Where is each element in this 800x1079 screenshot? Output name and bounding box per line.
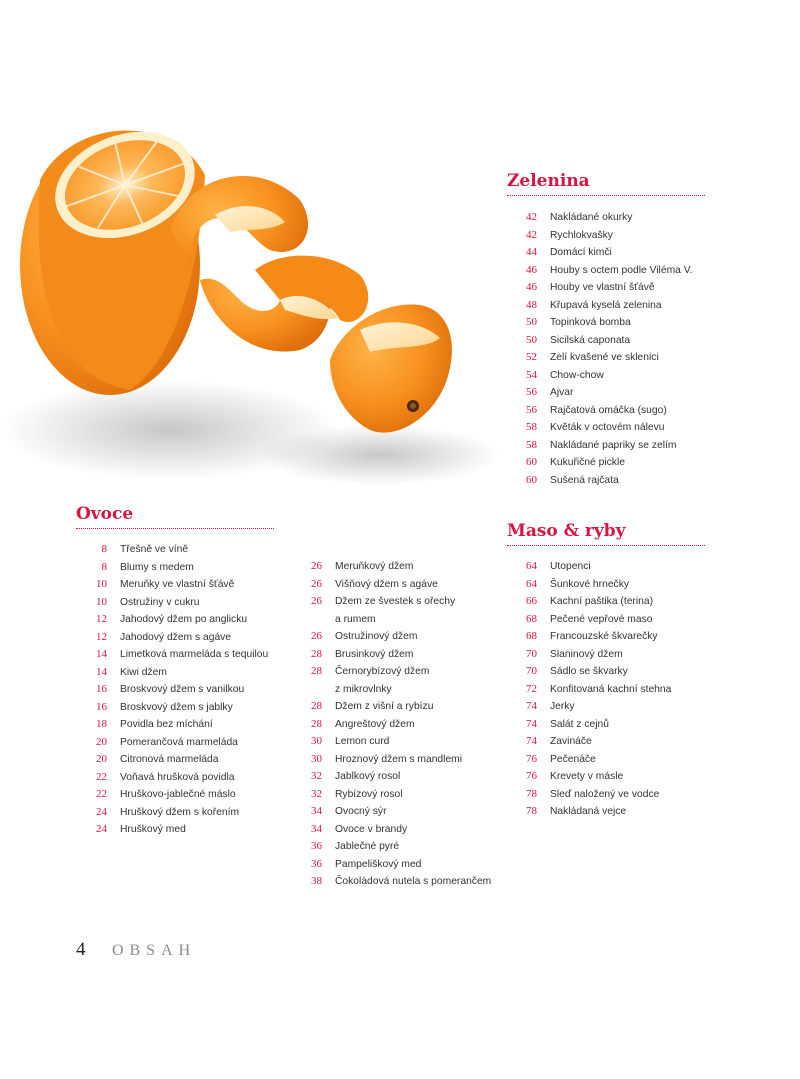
toc-entry-title: Pomerančová marmeláda [120,736,238,748]
toc-entry [507,402,767,420]
toc-entry [77,629,287,647]
section-zelenina [507,171,705,489]
toc-page-number: 26 [311,577,322,590]
toc-entry [77,559,287,577]
toc-entry-title: Pampeliškový med [335,858,422,870]
toc-entry-title: Lemon curd [335,736,390,747]
toc-entry-title: Angreštový džem [335,718,415,730]
toc-page-number: 34 [311,822,322,835]
toc-entry-title: Topinková bomba [550,317,631,328]
toc-entry-title: Francouzské škvarečky [550,631,658,642]
toc-page-number: 14 [96,665,107,678]
toc-entry-title: Křupavá kyselá zelenina [550,299,662,311]
toc-list [77,541,287,839]
toc-entry [507,646,767,664]
toc-page-number: 54 [526,368,537,381]
toc-entry-title: a rumem [335,613,376,625]
toc-page-number: 32 [311,787,322,800]
toc-entry [77,786,287,804]
toc-entry-title: Sádlo se škvarky [550,666,628,677]
toc-list [507,558,767,821]
toc-page-number: 22 [96,770,107,783]
toc-entry-title: Utopenci [550,561,591,572]
toc-page-number: 48 [526,298,537,311]
toc-entry [292,821,502,839]
toc-list [507,209,767,489]
toc-entry [507,367,767,385]
toc-page-number: 64 [526,560,537,572]
toc-page-number: 28 [311,700,322,712]
toc-entry-title: Sušená rajčata [550,474,619,486]
toc-entry [77,699,287,717]
toc-page-number: 28 [311,647,322,660]
toc-page-number: 22 [96,788,107,800]
toc-entry-title: Jablkový rosol [335,771,401,782]
toc-entry-title: Rajčatová omáčka (sugo) [550,404,667,416]
toc-entry [507,593,767,611]
toc-entry-title: Hruškovo-jablečné máslo [120,789,236,800]
toc-entry [292,628,502,646]
toc-entry [292,663,502,681]
toc-entry [292,558,502,576]
toc-entry [292,646,502,664]
toc-entry-title: z mikrovlnky [335,683,392,695]
toc-entry [292,681,502,699]
toc-entry-title: Džem ze švestek s ořechy [335,596,456,607]
toc-entry [507,332,767,350]
toc-page-number: 76 [526,770,537,782]
toc-page-number: 42 [526,211,537,223]
toc-entry-title: Kachní paštika (terina) [550,596,654,607]
toc-entry [77,681,287,699]
toc-entry-title: Povidla bez míchání [120,719,213,730]
toc-entry [292,803,502,821]
orange-peel-photo [0,0,500,540]
toc-entry-title: Slaninový džem [550,648,623,660]
section-ovoce [76,504,274,529]
toc-entry [507,262,767,280]
toc-entry [77,769,287,787]
toc-entry-title: Třešně ve víně [120,544,189,555]
toc-entry-title: Hroznový džem s mandlemi [335,753,463,765]
toc-entry-title: Zelí kvašené ve sklenici [550,352,659,363]
toc-entry [507,209,767,227]
toc-entry [77,716,287,734]
toc-page-number: 34 [311,805,322,817]
toc-entry-title: Ovocný sýr [335,806,387,817]
toc-page-number: 68 [526,612,537,625]
toc-entry-title: Sicilská caponata [550,334,631,346]
toc-page-number: 56 [526,386,537,398]
toc-page-number: 26 [311,595,322,607]
toc-entry [507,803,767,821]
toc-page-number: 56 [526,403,537,416]
toc-page-number: 68 [526,630,537,642]
toc-entry-title: Voňavá hrušková povidla [120,771,235,783]
toc-page-number: 46 [526,281,537,293]
toc-entry-title: Pečené vepřové maso [550,613,653,625]
toc-page-number: 18 [96,718,107,730]
page-footer [76,937,196,963]
toc-entry-title: Brusinkový džem [335,648,414,660]
toc-entry-title: Broskvový džem s jablky [120,701,233,713]
toc-entry-title: Meruňky ve vlastní šťávě [120,579,235,590]
toc-entry-title: Konfitovaná kachní stehna [550,683,672,695]
toc-page-number: 36 [311,857,322,870]
toc-page-number: 74 [526,735,537,747]
toc-entry-title: Nakládané okurky [550,212,633,223]
toc-page-number: 58 [526,421,537,433]
toc-entry [507,681,767,699]
toc-page-number: 14 [96,648,107,660]
toc-entry [507,733,767,751]
toc-page-number: 12 [96,613,107,625]
toc-page-number: 36 [311,840,322,852]
toc-entry [292,576,502,594]
toc-entry [507,419,767,437]
toc-page-number: 60 [526,456,537,468]
toc-page-number: 10 [96,595,107,608]
toc-page-number: 10 [96,578,107,590]
toc-entry [77,541,287,559]
toc-page-number: 52 [526,351,537,363]
page-number: 4 [76,939,86,960]
toc-entry-title: Sleď naložený ve vodce [550,788,660,800]
toc-entry-title: Květák v octovém nálevu [550,422,665,433]
toc-entry-title: Šunkové hrnečky [550,578,629,590]
toc-entry [77,751,287,769]
toc-entry [77,664,287,682]
toc-page-number: 50 [526,333,537,346]
toc-entry-title: Citronová marmeláda [120,754,219,765]
toc-page-number: 24 [96,805,107,818]
toc-page-number: 20 [96,735,107,748]
toc-entry [292,873,502,891]
toc-entry [507,786,767,804]
toc-entry-title: Pečenáče [550,753,596,765]
toc-page-number: 74 [526,700,537,712]
toc-entry-title: Salát z cejnů [550,718,609,730]
toc-page-number: 28 [311,717,322,730]
toc-entry-title: Kukuřičné pickle [550,457,625,468]
toc-entry-title: Rybízový rosol [335,788,403,800]
toc-page-number: 42 [526,228,537,241]
toc-entry-title: Krevety v másle [550,771,624,782]
toc-entry-title: Jahodový džem po anglicku [120,614,248,625]
section-title: Maso & ryby [507,521,705,546]
toc-page-number: 20 [96,753,107,765]
toc-entry [507,663,767,681]
toc-page-number: 32 [311,770,322,782]
toc-entry [507,454,767,472]
toc-list [292,558,502,891]
toc-entry-title: Limetková marmeláda s tequilou [120,649,269,660]
toc-page-number: 16 [96,683,107,695]
toc-page-number: 78 [526,787,537,800]
toc-entry-title: Jahodový džem s agáve [120,631,232,643]
toc-entry [292,751,502,769]
toc-entry [507,279,767,297]
toc-entry-title: Višňový džem s agáve [335,578,438,590]
toc-entry-title: Hruškový med [120,824,186,835]
toc-entry-title: Rychlokvašky [550,229,613,241]
toc-entry-title: Houby ve vlastní šťávě [550,282,655,293]
toc-entry [507,628,767,646]
toc-page-number: 76 [526,752,537,765]
toc-page-number: 28 [311,665,322,677]
toc-entry [507,576,767,594]
toc-entry [77,646,287,664]
toc-page-number: 50 [526,316,537,328]
toc-page-number: 46 [526,263,537,276]
toc-entry-title: Čokoládová nutela s pomerančem [335,876,492,887]
toc-entry-title: Ostružiny v cukru [120,596,200,608]
toc-page-number: 8 [101,543,107,555]
toc-entry-title: Nakládané papriky se zelím [550,439,677,451]
toc-entry [292,698,502,716]
section-maso-ryby [507,521,705,546]
toc-page-number: 78 [526,805,537,817]
toc-entry-title: Nakládaná vejce [550,806,627,817]
toc-entry [507,751,767,769]
toc-entry-title: Meruňkový džem [335,561,414,572]
toc-page-number: 12 [96,630,107,643]
running-head: OBSAH [111,942,197,959]
toc-entry-title: Chow-chow [550,369,604,381]
toc-page-number: 70 [526,647,537,660]
toc-entry [292,838,502,856]
toc-entry [507,558,767,576]
toc-entry-title: Ovoce v brandy [335,823,408,835]
toc-entry [77,576,287,594]
toc-entry [292,593,502,611]
toc-entry-title: Blumy s medem [120,561,194,573]
toc-entry [77,821,287,839]
toc-entry-title: Černorybízový džem [335,666,430,677]
toc-entry [77,611,287,629]
toc-entry-title: Zavináče [550,736,592,747]
toc-entry [507,227,767,245]
toc-page-number: 30 [311,752,322,765]
toc-page-number: 72 [526,682,537,695]
toc-page-number: 66 [526,595,537,607]
toc-entry [507,384,767,402]
toc-entry [292,716,502,734]
toc-entry [507,437,767,455]
toc-entry-title: Houby s octem podle Viléma V. [550,264,693,276]
toc-entry [292,786,502,804]
toc-entry-title: Hruškový džem s kořením [120,806,240,818]
toc-page-number: 16 [96,700,107,713]
toc-entry [507,768,767,786]
toc-entry [292,856,502,874]
toc-entry [77,734,287,752]
toc-page-number: 8 [101,560,107,573]
toc-entry [292,768,502,786]
toc-entry [507,611,767,629]
toc-entry [77,594,287,612]
toc-entry-title: Ostružinový džem [335,631,418,642]
toc-entry [292,733,502,751]
toc-entry-title: Džem z višní a rybízu [335,701,434,712]
toc-page-number: 26 [311,560,322,572]
toc-page-number: 44 [526,246,537,258]
toc-entry-title: Broskvový džem s vanilkou [120,684,245,695]
section-title: Ovoce [76,504,274,529]
toc-page-number: 60 [526,473,537,486]
toc-page-number: 74 [526,717,537,730]
toc-page-number: 58 [526,438,537,451]
toc-page-number: 70 [526,665,537,677]
toc-entry-title: Jablečné pyré [335,841,400,852]
toc-entry [292,611,502,629]
section-title: Zelenina [507,171,705,196]
toc-entry [507,716,767,734]
toc-page-number: 26 [311,630,322,642]
toc-page-number: 30 [311,735,322,747]
toc-page-number: 24 [96,823,107,835]
toc-entry-title: Domácí kimči [550,247,612,258]
toc-page-number: 38 [311,875,322,887]
toc-entry [77,804,287,822]
toc-entry-title: Jerky [550,701,575,712]
toc-entry [507,314,767,332]
toc-entry [507,472,767,490]
toc-page-number: 64 [526,577,537,590]
toc-entry [507,297,767,315]
toc-entry-title: Ajvar [550,387,574,398]
toc-entry [507,698,767,716]
toc-entry [507,349,767,367]
toc-entry [507,244,767,262]
toc-entry-title: Kiwi džem [120,666,167,678]
